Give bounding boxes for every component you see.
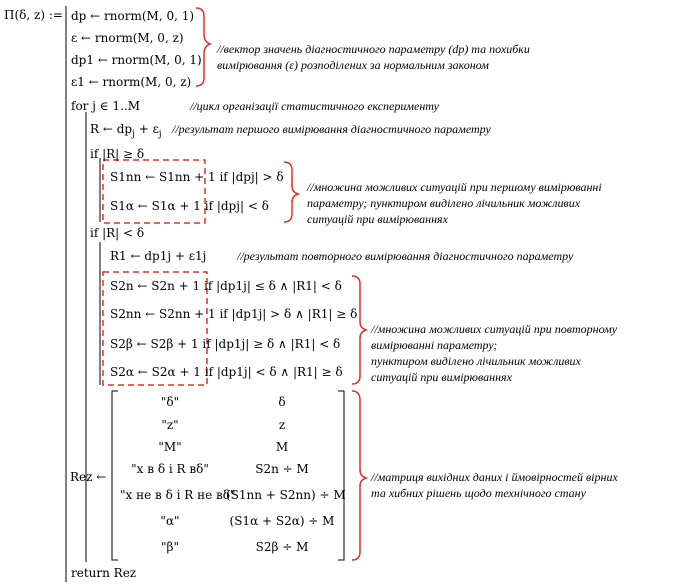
r1-assignment: R1 ← dp1j + ε1j xyxy=(110,249,207,263)
matrix-key-cell: "х не в δ і R не вδ" xyxy=(120,488,236,502)
init-comment-2: вимірювання (ε) розподілених за нормальним законом xyxy=(217,58,489,72)
init-dp1: dp1 ← rnorm(M, 0, 1) xyxy=(71,53,202,67)
set2-comment-1: //множина можливих ситуацій при повторному xyxy=(371,322,618,336)
r-assignment-comment: //результат першого вимірювання діагностичного параметру xyxy=(172,122,491,136)
s2nn-counter: S2nn ← S2nn + 1 if |dp1j| > δ ∧ |R1| ≥ δ xyxy=(110,307,358,321)
s2n-counter: S2n ← S2n + 1 if |dp1j| ≤ δ ∧ |R1| < δ xyxy=(110,279,342,293)
init-comment-1: //вектор значень діагностичного параметру (dp) та похибки xyxy=(217,42,530,56)
init-epsilon1: ε1 ← rnorm(M, 0, z) xyxy=(71,75,192,89)
matrix-value-cell: M xyxy=(275,440,289,454)
return-statement: return Rez xyxy=(71,566,137,580)
matrix-key-cell: "α" xyxy=(160,514,180,528)
if-first-condition: if |R| ≥ δ xyxy=(90,147,145,161)
matrix-key-cell: "δ" xyxy=(160,395,180,409)
matrix-key-cell: "z" xyxy=(161,418,179,432)
set2-comment-3: пунктиром виділено лічильник можливих xyxy=(371,354,581,368)
set2-comment-2: вимірюванні параметру; xyxy=(371,338,498,352)
s1alpha-counter: S1α ← S1α + 1 if |dpj| < δ xyxy=(110,199,269,213)
matrix-value-cell: z xyxy=(278,418,286,432)
for-loop-comment: //цикл організації статистичного експерименту xyxy=(190,99,439,113)
matrix-value-cell: (S1α + S2α) ÷ M xyxy=(229,514,335,528)
matrix-value-cell: δ xyxy=(278,395,286,409)
s2alpha-counter: S2α ← S2α + 1 if |dp1j| < δ ∧ |R1| ≥ δ xyxy=(110,365,343,379)
matrix-value-cell: S2n ÷ M xyxy=(255,462,309,476)
function-header: Π(δ, z) := xyxy=(4,8,63,22)
matrix-value-cell: S2β ÷ M xyxy=(255,540,309,554)
matrix-key-cell: "х в δ і R вδ" xyxy=(131,462,209,476)
r1-assignment-comment: //результат повторного вимірювання діагностичного параметру xyxy=(237,249,574,263)
matrix-key-cell: "M" xyxy=(158,440,182,454)
matrix-value-cell: (S1nn + S2nn) ÷ M xyxy=(226,488,346,502)
if-second-condition: if |R| < δ xyxy=(90,226,145,240)
for-loop-header: for j ∈ 1..M xyxy=(71,99,140,113)
matrix-comment-1: //матриця вихідних даних і ймовірностей вірних xyxy=(371,470,618,484)
matrix-key-cell: "β" xyxy=(161,540,179,554)
s2beta-counter: S2β ← S2β + 1 if |dp1j| ≥ δ ∧ |R1| < δ xyxy=(110,337,341,351)
set1-comment-3: ситуацій при вимірюваннях xyxy=(307,212,448,226)
r-assignment: R ← $dp_j + \varepsilon_j$ xyxy=(90,122,162,140)
set1-comment-2: параметру; пунктиром виділено лічильник можливих xyxy=(307,196,581,210)
set1-comment-1: //множина можливих ситуацій при першому вимірюванні xyxy=(307,180,602,194)
s1nn-counter: S1nn ← S1nn + 1 if |dpj| > δ xyxy=(110,170,284,184)
init-epsilon: ε ← rnorm(M, 0, z) xyxy=(71,31,184,45)
init-dp: dp ← rnorm(M, 0, 1) xyxy=(71,9,195,23)
set2-comment-4: ситуацій при вимірюваннях xyxy=(371,370,512,384)
rez-label: Rez ← xyxy=(70,470,107,484)
matrix-comment-2: та хибних рішень щодо технічного стану xyxy=(371,486,586,500)
